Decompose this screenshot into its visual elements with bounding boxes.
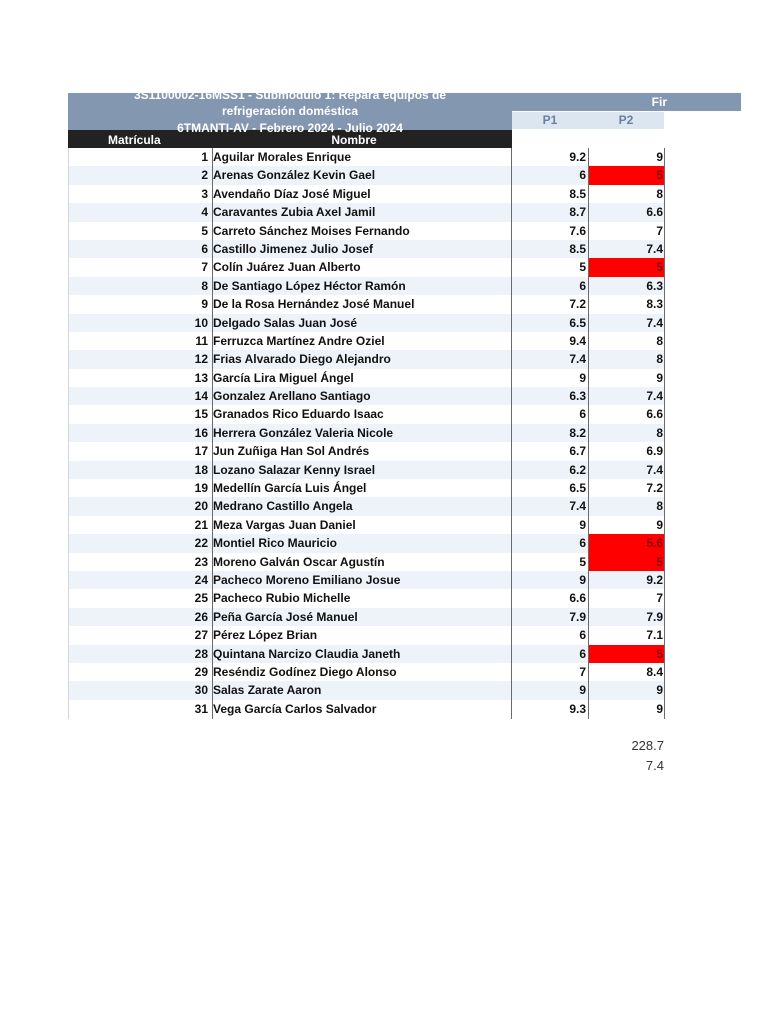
final-header-label: Fir (651, 95, 667, 109)
student-name-cell[interactable]: Lozano Salazar Kenny Israel (213, 462, 376, 477)
matricula-cell[interactable]: 22 (194, 536, 208, 551)
table-row[interactable] (68, 314, 665, 332)
table-row[interactable] (68, 148, 665, 166)
matricula-cell[interactable]: 2 (201, 168, 208, 183)
grade-p2-cell[interactable]: 7.4 (646, 389, 663, 404)
student-name-cell[interactable]: Medellín García Luis Ángel (213, 481, 367, 496)
grade-p1-cell[interactable]: 6 (579, 628, 586, 643)
table-row[interactable] (68, 589, 665, 607)
student-name-cell[interactable]: Peña García José Manuel (213, 609, 358, 624)
student-name-cell[interactable]: Aguilar Morales Enrique (213, 150, 352, 164)
grade-p1-cell[interactable]: 8.2 (569, 425, 586, 440)
table-row[interactable] (68, 663, 665, 681)
grade-p1-cell[interactable]: 9 (579, 517, 586, 532)
column-header-band (68, 121, 512, 148)
matricula-cell[interactable]: 10 (194, 315, 208, 330)
matricula-cell[interactable]: 27 (194, 628, 208, 643)
final-header-band (512, 93, 741, 111)
matricula-cell[interactable]: 13 (194, 370, 208, 385)
table-row[interactable] (68, 387, 665, 405)
student-name-cell[interactable]: Frias Alvarado Diego Alejandro (213, 352, 391, 367)
grade-p1-cell[interactable]: 6.2 (569, 462, 586, 477)
matricula-cell[interactable]: 9 (201, 297, 208, 312)
grade-p2-cell[interactable]: 5 (588, 645, 665, 663)
grade-p2-cell[interactable]: 9 (656, 150, 663, 164)
table-row[interactable] (68, 626, 665, 644)
grade-p2-cell[interactable]: 8 (656, 499, 663, 514)
student-name-cell[interactable]: Gonzalez Arellano Santiago (213, 389, 371, 404)
student-name-cell[interactable]: Delgado Salas Juan José (213, 315, 358, 330)
student-name-cell[interactable]: Granados Rico Eduardo Isaac (213, 407, 384, 422)
matricula-cell[interactable]: 31 (194, 701, 208, 716)
grade-p2-cell[interactable]: 7 (656, 591, 663, 606)
student-name-cell[interactable]: Herrera González Valeria Nicole (213, 425, 394, 440)
grade-p1-cell[interactable]: 6.6 (569, 591, 586, 606)
grade-p2-cell[interactable]: 8 (656, 186, 663, 201)
grade-p2-cell[interactable]: 6.9 (646, 444, 663, 459)
grade-p1-cell[interactable]: 7.2 (569, 297, 586, 312)
student-name-cell[interactable]: Montiel Rico Mauricio (213, 536, 338, 551)
grade-p1-cell[interactable]: 7.4 (569, 352, 586, 367)
table-row[interactable] (68, 553, 665, 571)
matricula-cell[interactable]: 17 (194, 444, 208, 459)
table-row[interactable] (68, 479, 665, 497)
grade-p2-cell[interactable]: 8 (656, 425, 663, 440)
student-name-cell[interactable]: Pacheco Moreno Emiliano Josue (213, 572, 401, 587)
course-title-line2: refrigeración doméstica (221, 104, 359, 118)
student-name-cell[interactable]: Vega García Carlos Salvador (213, 701, 377, 716)
grid-line (664, 148, 665, 719)
matricula-cell[interactable]: 28 (194, 646, 208, 661)
grade-p1-cell[interactable]: 5 (579, 554, 586, 569)
student-name-cell[interactable]: Quintana Narcizo Claudia Janeth (213, 646, 401, 661)
grade-p2-cell[interactable]: 6.6 (646, 407, 663, 422)
grade-p1-cell[interactable]: 9 (579, 572, 586, 587)
table-row[interactable] (68, 424, 665, 442)
grade-p2-cell[interactable]: 7.4 (646, 241, 663, 256)
grade-p1-cell[interactable]: 8.5 (569, 241, 586, 256)
grade-p1-cell[interactable]: 9.2 (569, 150, 586, 164)
student-name-cell[interactable]: Pacheco Rubio Michelle (213, 591, 351, 606)
grade-p2-cell[interactable]: 5 (588, 166, 665, 184)
matricula-cell[interactable]: 6 (201, 241, 208, 256)
grade-p2-cell[interactable]: 8.4 (646, 664, 663, 679)
matricula-cell[interactable]: 7 (201, 260, 208, 275)
total-sum: 228.7 (631, 738, 664, 753)
matricula-cell[interactable]: 1 (201, 150, 208, 164)
student-name-cell[interactable]: Reséndiz Godínez Diego Alonso (213, 664, 397, 679)
grade-p2-cell[interactable]: 8 (656, 333, 663, 348)
grid-line (511, 148, 512, 719)
table-row[interactable] (68, 516, 665, 534)
table-row[interactable] (68, 277, 665, 295)
grade-p1-cell[interactable]: 7.6 (569, 223, 586, 238)
grade-p1-cell[interactable]: 9 (579, 683, 586, 698)
table-row[interactable] (68, 203, 665, 221)
grade-p1-cell[interactable]: 6 (579, 407, 586, 422)
grade-p1-cell[interactable]: 9.3 (569, 701, 586, 716)
course-title-line1: 3S1100002-16MSS1 - Submódulo 1: Repara equipos de (133, 88, 447, 102)
total-average: 7.4 (645, 758, 664, 773)
grade-p2-cell[interactable]: 5.6 (588, 534, 665, 552)
grade-p2-cell[interactable]: 9 (656, 701, 663, 716)
student-name-cell[interactable]: Avendaño Díaz José Miguel (213, 186, 371, 201)
student-name-cell[interactable]: Ferruzca Martínez Andre Oziel (213, 333, 385, 348)
column-header-nombre: Nombre (331, 133, 377, 147)
grade-p2-cell[interactable]: 6.3 (646, 278, 663, 293)
grade-p2-cell[interactable]: 9 (656, 370, 663, 385)
table-row[interactable] (68, 497, 665, 515)
matricula-cell[interactable]: 21 (194, 517, 208, 532)
grade-p1-cell[interactable]: 6 (579, 646, 586, 661)
grade-p2-cell[interactable]: 7.4 (646, 315, 663, 330)
table-row[interactable] (68, 645, 665, 663)
grade-p1-cell[interactable]: 8.5 (569, 186, 586, 201)
matricula-cell[interactable]: 15 (194, 407, 208, 422)
student-table (68, 148, 665, 718)
table-row[interactable] (68, 461, 665, 479)
grade-p2-cell[interactable]: 7 (656, 223, 663, 238)
student-name-cell[interactable]: Colín Juárez Juan Alberto (213, 260, 361, 275)
student-name-cell[interactable]: Castillo Jimenez Julio Josef (213, 241, 374, 256)
student-name-cell[interactable]: De Santiago López Héctor Ramón (213, 278, 406, 293)
grade-p1-cell[interactable]: 7.4 (569, 499, 586, 514)
student-name-cell[interactable]: García Lira Miguel Ángel (213, 370, 354, 385)
matricula-cell[interactable]: 16 (194, 425, 208, 440)
grade-p1-cell[interactable]: 7 (579, 664, 586, 679)
grade-p2-cell[interactable]: 5 (588, 258, 665, 276)
matricula-cell[interactable]: 30 (194, 683, 208, 698)
matricula-cell[interactable]: 3 (201, 186, 208, 201)
matricula-cell[interactable]: 18 (194, 462, 208, 477)
student-name-cell[interactable]: Moreno Galván Oscar Agustín (213, 554, 385, 569)
grade-p2-cell[interactable]: 9 (656, 517, 663, 532)
grade-p1-cell[interactable]: 6.5 (569, 481, 586, 496)
matricula-cell[interactable]: 5 (201, 223, 208, 238)
matricula-cell[interactable]: 12 (194, 352, 208, 367)
matricula-cell[interactable]: 11 (195, 333, 208, 348)
column-header-matricula: Matrícula (108, 133, 161, 147)
student-name-cell[interactable]: Jun Zuñiga Han Sol Andrés (213, 444, 370, 459)
table-row[interactable] (68, 295, 665, 313)
matricula-cell[interactable]: 20 (194, 499, 208, 514)
matricula-cell[interactable]: 24 (194, 572, 208, 587)
grid-line (588, 148, 589, 719)
grade-p1-cell[interactable]: 6.7 (569, 444, 586, 459)
student-name-cell[interactable]: Medrano Castillo Angela (213, 499, 353, 514)
table-row[interactable] (68, 240, 665, 258)
grade-p1-cell[interactable]: 5 (579, 260, 586, 275)
matricula-cell[interactable]: 29 (194, 664, 208, 679)
grade-p1-cell[interactable]: 6 (579, 168, 586, 183)
table-row[interactable] (68, 258, 665, 276)
matricula-cell[interactable]: 14 (194, 389, 208, 404)
matricula-cell[interactable]: 19 (194, 481, 208, 496)
column-header-p1: P1 (512, 112, 588, 129)
table-row[interactable] (68, 332, 665, 350)
table-row[interactable] (68, 222, 665, 240)
matricula-cell[interactable]: 8 (201, 278, 208, 293)
grade-p1-cell[interactable]: 8.7 (569, 205, 586, 220)
student-name-cell[interactable]: De la Rosa Hernández José Manuel (213, 297, 415, 312)
grade-p1-cell[interactable]: 7.9 (569, 609, 586, 624)
matricula-cell[interactable]: 4 (201, 205, 208, 220)
grade-p2-cell[interactable]: 9 (656, 683, 663, 698)
table-row[interactable] (68, 681, 665, 699)
grade-p2-cell[interactable]: 7.2 (646, 481, 663, 496)
table-row[interactable] (68, 571, 665, 589)
grade-p1-cell[interactable]: 6 (579, 278, 586, 293)
grade-p2-cell[interactable]: 7.4 (646, 462, 663, 477)
table-row[interactable] (68, 369, 665, 387)
grade-p2-cell[interactable]: 7.9 (646, 609, 663, 624)
table-row[interactable] (68, 608, 665, 626)
table-row[interactable] (68, 405, 665, 423)
grid-line (68, 148, 69, 719)
column-header-p2: P2 (588, 112, 664, 129)
grade-p1-cell[interactable]: 6.5 (569, 315, 586, 330)
matricula-cell[interactable]: 23 (194, 554, 208, 569)
table-row[interactable] (68, 350, 665, 368)
table-row[interactable] (68, 185, 665, 203)
grade-p2-cell[interactable]: 6.6 (646, 205, 663, 220)
grade-p1-cell[interactable]: 6.3 (569, 389, 586, 404)
grade-p2-cell[interactable]: 8.3 (646, 297, 663, 312)
group-period-label: 6TMANTI-AV - Febrero 2024 - Julio 2024 (177, 121, 403, 135)
grade-p1-cell[interactable]: 6 (579, 536, 586, 551)
grade-p2-cell[interactable]: 8 (656, 352, 663, 367)
table-row[interactable] (68, 534, 665, 552)
student-name-cell[interactable]: Meza Vargas Juan Daniel (213, 517, 356, 532)
matricula-cell[interactable]: 26 (194, 609, 208, 624)
grid-line (212, 148, 213, 719)
student-name-cell[interactable]: Pérez López Brian (213, 628, 318, 643)
student-name-cell[interactable]: Caravantes Zubia Axel Jamil (213, 205, 376, 220)
grade-p2-cell[interactable]: 7.1 (646, 628, 663, 643)
student-name-cell[interactable]: Arenas González Kevin Gael (213, 168, 376, 183)
grade-p2-cell[interactable]: 5 (588, 553, 665, 571)
grade-p1-cell[interactable]: 9.4 (569, 333, 586, 348)
table-row[interactable] (68, 700, 665, 718)
student-name-cell[interactable]: Salas Zarate Aaron (213, 683, 322, 698)
grade-p1-cell[interactable]: 9 (579, 370, 586, 385)
student-name-cell[interactable]: Carreto Sánchez Moises Fernando (213, 223, 410, 238)
grade-p2-cell[interactable]: 9.2 (646, 572, 663, 587)
matricula-cell[interactable]: 25 (194, 591, 208, 606)
table-row[interactable] (68, 442, 665, 460)
table-row[interactable] (68, 166, 665, 184)
